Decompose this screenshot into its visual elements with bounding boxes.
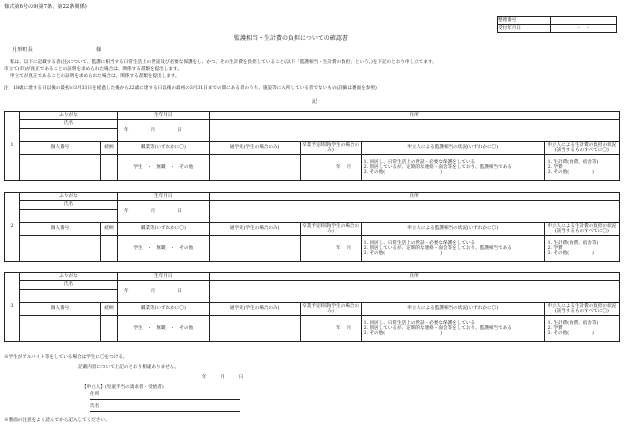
living-status-label xyxy=(544,142,619,155)
individual-number-label: 個人番号 xyxy=(20,303,101,316)
care-option-2[interactable]: 2. 別居しているが、定期的な連絡・面会等をしており、監護相当である xyxy=(363,325,512,331)
ki-heading: 記 xyxy=(312,99,318,105)
living-option-1[interactable]: 1. 生計費(食費、宿舎等) xyxy=(547,320,599,326)
furigana-label: ふりがな xyxy=(20,193,118,201)
reference-box xyxy=(497,16,617,33)
birthdate-field[interactable] xyxy=(118,120,210,142)
address-label: 住所 xyxy=(209,193,619,201)
graduation-field[interactable] xyxy=(300,316,361,342)
living-option-1[interactable]: 1. 生計費(食費、宿舎等) xyxy=(547,159,599,165)
grad-year-unit: 年 xyxy=(336,245,341,251)
name-field[interactable] xyxy=(20,210,118,223)
form-number: 様式第6号の9(第7条、第22条関係) xyxy=(4,4,87,10)
birthdate-label: 生年月日 xyxy=(118,273,210,281)
day-unit: 日 xyxy=(177,127,182,133)
address-label: 住所 xyxy=(209,112,619,120)
relation-label: 続柄 xyxy=(101,223,118,236)
grad-month-unit: 月 xyxy=(346,325,352,331)
month-unit: 月 xyxy=(150,127,156,133)
applicant-address[interactable]: 住所 xyxy=(90,393,240,400)
individual-number-field[interactable] xyxy=(20,316,101,342)
address-field[interactable] xyxy=(209,120,619,142)
living-options[interactable] xyxy=(544,236,619,262)
living-status-subtitle: (該当するものすべてに〇) xyxy=(554,309,609,314)
receipt-date-field[interactable]: ・ ・ xyxy=(551,25,617,33)
school-label: 通学先(学生の場合のみ) xyxy=(209,303,300,316)
day-unit: 日 xyxy=(177,208,182,214)
footer-confirm: 記載内容について上記のとおり相違ありません。 xyxy=(78,365,180,370)
living-status-title: 申立人による生計費の負担の状況 xyxy=(547,303,617,309)
intro-line-2: 市立て(市)が真正であることの証明を求められた場合は、関係する書類を提出します。 xyxy=(4,67,182,72)
month-unit: 月 xyxy=(150,208,156,214)
living-option-2[interactable]: 2. 学費 xyxy=(547,164,563,170)
living-status-title: 申立人による生計費の負担の状況 xyxy=(547,223,617,229)
ref-number-field[interactable] xyxy=(551,17,617,25)
occupation-options[interactable]: 学生 ・ 無職 ・ その他 xyxy=(118,236,210,262)
birthdate-label: 生年月日 xyxy=(118,112,210,120)
relation-field[interactable] xyxy=(101,316,118,342)
occupation-label: 職業等(いずれかに〇) xyxy=(118,223,210,236)
individual-number-label: 個人番号 xyxy=(20,142,101,155)
furigana-label: ふりがな xyxy=(20,112,118,120)
care-options[interactable] xyxy=(361,316,544,342)
graduation-field[interactable] xyxy=(300,236,361,262)
name-label: 氏名 xyxy=(20,281,118,290)
relation-field[interactable] xyxy=(101,236,118,262)
name-field[interactable] xyxy=(20,129,118,142)
month-unit: 月 xyxy=(150,288,156,294)
school-label: 通学先(学生の場合のみ) xyxy=(209,142,300,155)
grad-month-unit: 月 xyxy=(346,245,352,251)
care-option-3[interactable]: 3. その他( ) xyxy=(363,331,442,337)
graduation-label: 卒業予定時期(学生の場合のみ) xyxy=(300,142,361,155)
living-status-subtitle: (該当するものすべてに〇) xyxy=(554,229,609,234)
occupation-options[interactable]: 学生 ・ 無職 ・ その他 xyxy=(118,316,210,342)
living-status-label xyxy=(544,223,619,236)
furigana-label: ふりがな xyxy=(20,273,118,281)
individual-number-field[interactable] xyxy=(20,155,101,181)
care-status-label: 申立人による監護相当の状況(いずれかに〇) xyxy=(361,303,544,316)
row-number: 3 xyxy=(5,273,20,342)
address-field[interactable] xyxy=(209,201,619,223)
applicant-label: 【申立人】(児童手当の請求者・受給者) xyxy=(82,385,164,390)
receipt-date-label: 受付年月日 xyxy=(498,25,551,33)
living-option-2[interactable]: 2. 学費 xyxy=(547,245,563,251)
relation-field[interactable] xyxy=(101,155,118,181)
person-block xyxy=(4,272,620,342)
care-option-1[interactable]: 1. 同居し、日常生活上の世話・必要な保護をしている xyxy=(363,320,476,326)
living-option-3[interactable]: 3. その他( ) xyxy=(547,331,594,337)
grad-year-unit: 年 xyxy=(336,164,341,170)
footer-final-note: ※裏面の注意をよく読んでから記入してください。 xyxy=(4,418,110,423)
living-option-3[interactable]: 3. その他( ) xyxy=(547,251,594,257)
year-unit: 年 xyxy=(124,208,129,214)
care-options[interactable] xyxy=(361,155,544,181)
care-option-2[interactable]: 2. 別居しているが、定期的な連絡・面会等をしており、監護相当である xyxy=(363,245,512,251)
applicant-name[interactable]: 氏名 xyxy=(90,405,240,412)
school-field[interactable] xyxy=(209,316,300,342)
birthdate-field[interactable] xyxy=(118,281,210,303)
care-option-2[interactable]: 2. 別居しているが、定期的な連絡・面会等をしており、監護相当である xyxy=(363,164,512,170)
graduation-label: 卒業予定時期(学生の場合のみ) xyxy=(300,223,361,236)
school-field[interactable] xyxy=(209,155,300,181)
grad-month-unit: 月 xyxy=(346,164,352,170)
year-unit: 年 xyxy=(124,127,129,133)
note-text: 注 18歳に達する日以後の最初の3月31日を経過した後から22歳に達する日以後の最初の3月31日までの間にある者のうち、施設等に入所している者でないもの(詳細は裏面を参照) xyxy=(4,86,377,91)
address-label: 住所 xyxy=(209,273,619,281)
care-option-1[interactable]: 1. 同居し、日常生活上の世話・必要な保護をしている xyxy=(363,159,476,165)
occupation-label: 職業等(いずれかに〇) xyxy=(118,142,210,155)
living-option-2[interactable]: 2. 学費 xyxy=(547,325,563,331)
graduation-label: 卒業予定時期(学生の場合のみ) xyxy=(300,303,361,316)
care-option-1[interactable]: 1. 同居し、日常生活上の世話・必要な保護をしている xyxy=(363,240,476,246)
living-option-1[interactable]: 1. 生計費(食費、宿舎等) xyxy=(547,240,599,246)
address-field[interactable] xyxy=(209,281,619,303)
living-status-title: 申立人による生計費の負担の状況 xyxy=(547,142,617,148)
school-field[interactable] xyxy=(209,236,300,262)
addressee-honorific: 様 xyxy=(96,47,102,53)
page-title: 監護相当・生計費の負担についての確認書 xyxy=(234,35,348,42)
care-status-label: 申立人による監護相当の状況(いずれかに〇) xyxy=(361,142,544,155)
grad-year-unit: 年 xyxy=(336,325,341,331)
name-field[interactable] xyxy=(20,290,118,303)
care-options[interactable] xyxy=(361,236,544,262)
individual-number-label: 個人番号 xyxy=(20,223,101,236)
name-label: 氏名 xyxy=(20,201,118,210)
addressee-city: 月形町長 xyxy=(12,47,33,53)
birthdate-label: 生年月日 xyxy=(118,193,210,201)
occupation-options[interactable]: 学生 ・ 無職 ・ その他 xyxy=(118,155,210,181)
care-option-3[interactable]: 3. その他( ) xyxy=(363,251,442,257)
row-number: 2 xyxy=(5,193,20,262)
living-options[interactable] xyxy=(544,316,619,342)
birthdate-field[interactable] xyxy=(118,201,210,223)
footer-note-student: ※学生がアルバイト等をしている場合は学生に〇をつける。 xyxy=(4,355,128,360)
footer-date[interactable]: 年 月 日 xyxy=(202,375,244,380)
living-status-subtitle: (該当するものすべてに〇) xyxy=(554,148,609,153)
person-block xyxy=(4,192,620,262)
living-options[interactable] xyxy=(544,155,619,181)
name-label: 氏名 xyxy=(20,120,118,129)
person-block xyxy=(4,111,620,181)
relation-label: 続柄 xyxy=(101,303,118,316)
intro-line-3: 申立てが真正であることの証明を求められた場合は、関係する書類を提出します。 xyxy=(10,74,180,79)
living-status-label xyxy=(544,303,619,316)
care-status-label: 申立人による監護相当の状況(いずれかに〇) xyxy=(361,223,544,236)
year-unit: 年 xyxy=(124,288,129,294)
occupation-label: 職業等(いずれかに〇) xyxy=(118,303,210,316)
individual-number-field[interactable] xyxy=(20,236,101,262)
graduation-field[interactable] xyxy=(300,155,361,181)
ref-number-label: 整理番号 xyxy=(498,17,551,25)
intro-line-1: 私は、以下に記載する者(注)について、監護に相当する日常生活上の世話及び必要な保護をし、かつ、その生計費を負担していること(以下「監護相当・生計費の負担」という。)を下記のとおり申し立てます。 xyxy=(10,60,437,65)
living-option-3[interactable]: 3. その他( ) xyxy=(547,170,594,176)
relation-label: 続柄 xyxy=(101,142,118,155)
day-unit: 日 xyxy=(177,288,182,294)
row-number: 1 xyxy=(5,112,20,181)
care-option-3[interactable]: 3. その他( ) xyxy=(363,170,442,176)
school-label: 通学先(学生の場合のみ) xyxy=(209,223,300,236)
